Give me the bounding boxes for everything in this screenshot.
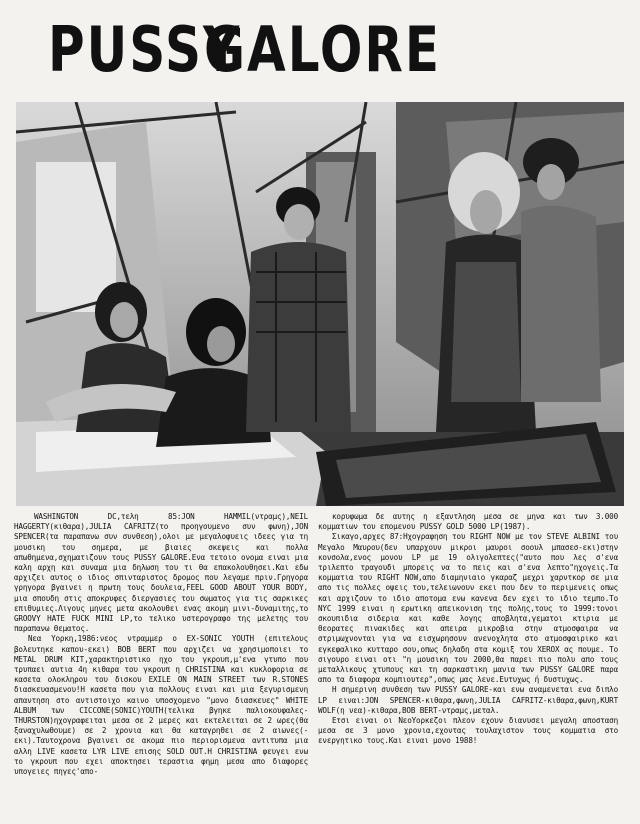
- article-paragraph: Νεα Υορκη,1986:νεος ντραμμερ ο EX-SONIC YOUTH (επιτελους βολευτηκε καπου-εκει) BOB BERT που αρχιζει να χρησιμοποιει το METAL DRUM KIT,χαρακτηριστικο ηχο του γκρουπ,μ'ενα γτυπο που τρυπαει αυτια 4η κιθαρα του γκρουπ η CHRISTINA και κυκλοφορια σε κασετα ολοκληρου του δισκου EXILE ON MAIN STREET των R.STONES διασκευασμενου!Η κασετα που για πολλους ειναι και μια ξεγυρισμενη απαντηση στο αντιστοιχο καινο υποσχομενο "μονο διασκευες" WHITE ALBUM των CICCONE(SONIC)YOUTH(τελικα βγηκε παλιοκουφαλες-THURSTON)ηχογραφειται μεσα σε 2 μερες και εκτελειται σε 2 ωρες(θα ξαναχυλωθουμε) σε 2 χρονια και θα καταγρηθει σε 2 αιωνες(-εκι).Ταυτοχρονα βγαινει σε ακομα πιο περιορισμενα αντιτυπα μια αλλη LIVE κασετα LYR LIVE επισης SOLD OUT.Η CHRISTINA φευγει ενω το γκρουπ που εχει αποκτησει τεραστια φημη μεσα απο διαφορες υπογειες πηγες'απο-: [14, 634, 308, 777]
- article-paragraph: Ετσι ειναι οι ΝεοΥορκεζοι πλεον εχουν διανυσει μεγαλη αποσταση μεσα σε 3 μονο χρονια,εχοντας τουλαχιστον τους κομματια στο ενεργητικο τους.Και ειναι μονο 1988!: [318, 716, 618, 746]
- article-column-left: [14, 512, 308, 818]
- article-paragraph: κορυφωμα δε αυτης η εξαντληση μεσα σε μηνα και των 3.000 κομματιων του επομενου PUSSY GOLD 5000 LP(1987).: [318, 512, 618, 532]
- page-title: [0, 6, 640, 94]
- band-photo: [16, 102, 624, 506]
- article-paragraph: Σικαγο,αρχες 87:Ηχογραφηση του RIGHT NOW με τον STEVE ALBINI του Μεγαλο Μαυρου(δεν υπαρχουν μικροι μαυροι σοουλ μπασεσ-εκι)στην κονσολα,ενος μονου LP με 19 ολιγολεπτες("αυτο που λες σ'ενα τριλεπτο τραγουδι μπορεις να το πεις και σ'ενα λεπτο"ηχογεις.Τα κομματια του RIGHT NOW,απο διαμηνιαιο γκαραζ μεχρι χαρντκορ σε μια απο τις πολλες οψεις του,τελειωνουν εκει που δεν το περιμενεις οπως και αρχιζουν το ιδιο αποτομα ενω κανενα δεν εχει το ιδιο τεμπο.Το NYC 1999 ειναι η ερωτικη απεικονιση της πολης,τους το 1999:τονοι σκουπιδια σιδερια και καθε λογης αποβλητα,γεματοι κτιρια με θεορατες πινακιδες και απειρα μικροβια στην ατμοσφαιρα να στριμωχνονται για να εισχωρησουν ανενοχλητα στο ατμοσφαιρικο και εγκεφαλικο κυτταρο σου,οπως δηλαδη στα κομιξ του XEROX ας πουμε. Το σιγουρο ειναι οτι "η μουσικη του 2000,θα παρει πιο πολυ απο τους μεταλλικους χτυπους και τη σαρκαστικη μανια των PUSSY GALORE παρα απο τα διαφορα κομπιουτερ",οπως μας λενε.Ευτυχως ή δυστυχως.: [318, 532, 618, 685]
- article-column-right: [318, 512, 618, 818]
- band-photo-illustration: [16, 102, 624, 506]
- article-paragraph: WASHINGTON DC,τελη 85:JON HAMMIL(ντραμς),NEIL HAGGERTY(κιθαρα),JULIA CAFRITZ(το προηγουμενο συν φωνη),JON SPENCER(τα παραπανω συν συνθεση),ολοι με μεγαλοφυεις ιδεες για τη μουσικη του σημερα, με βιαιες σκεψεις και πολλα απωθημενα,σχηματιζουν τους PUSSY GALORE.Ενα τετοιο ονομα ειναι μια καλη αρχη και συναμα μια δηλωση του τι θα επακολουθησει.Και εδω αρχιζει αυτος ο ιδιος σπινταριστος δρομος που λεγαμε πριν.Γρηγορα γρηγορα βγαινει η πρωτη τους δουλεια,FEEL GOOD ABOUT YOUR BODY, μια σπουδη στις αποκρυφες διεργασιες του σωματος για τις σαρκικες επιθυμιες.Λιγους μηνες μετα ακολουθει ενας ακομη μινι-δυναμιτης,το GROOVY HATE FUCK MINI LP,το τελικο υστερογραφο της μελετης του παραπανω θεματος.: [14, 512, 308, 634]
- title-word-pussy: PUSSY: [48, 13, 242, 86]
- title-word-galore: GALORE: [204, 13, 441, 86]
- article-paragraph: Η σημερινη συνθεση των PUSSY GALORE-και ενω αναμενεται ενα διπλο LP ειναι:JON SPENCER-κιθαρα,φωνη,JULIA CAFRITZ-κιθαρα,φωνη,KURT WOLF(η νεα)-κιθαρα,BOB BERT-ντραμς,μεταλ.: [318, 685, 618, 715]
